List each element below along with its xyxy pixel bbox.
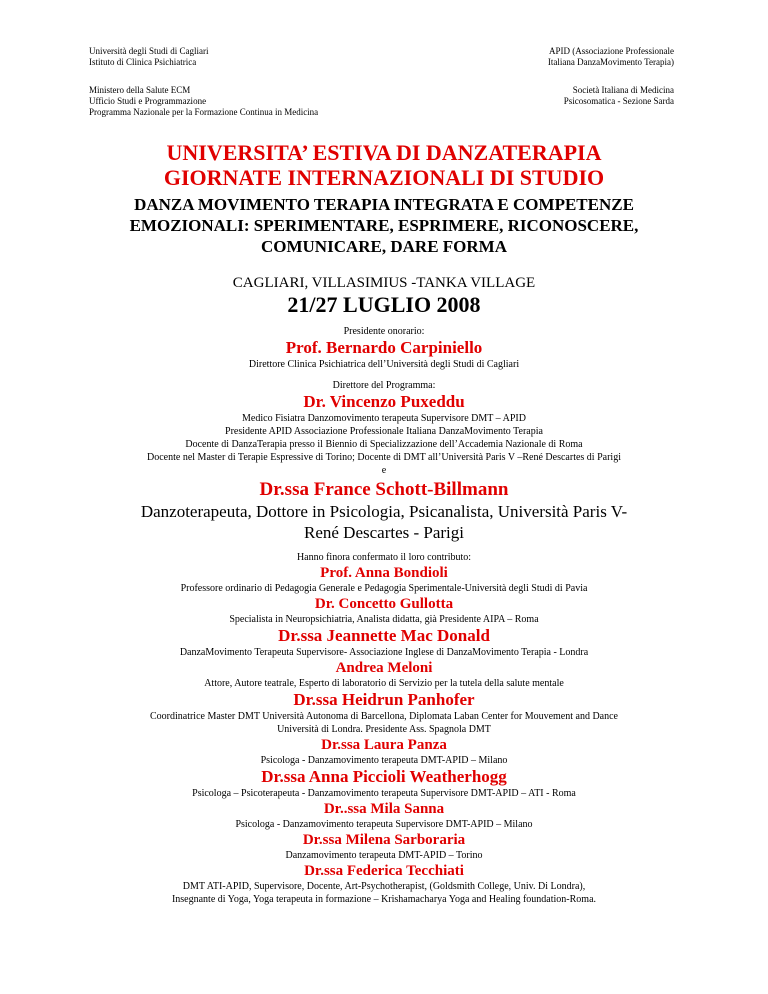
header-line: Società Italiana di Medicina bbox=[572, 85, 674, 95]
contributor-name: Dr.ssa Milena Sarboraria bbox=[302, 832, 466, 848]
contributor-role: DanzaMovimento Terapeuta Supervisore- Associazione Inglese di DanzaMovimento Terapia - Londra bbox=[179, 647, 589, 658]
contributor bbox=[0, 831, 768, 862]
header-line: Psicosomatica - Sezione Sarda bbox=[563, 96, 674, 106]
contributor bbox=[0, 736, 768, 767]
contributor-role: DMT ATI-APID, Supervisore, Docente, Art-Psychotherapist, (Goldsmith College, Univ. Di Londra), bbox=[182, 881, 586, 892]
subtitle-line: EMOZIONALI: SPERIMENTARE, ESPRIMERE, RICONOSCERE, bbox=[129, 216, 639, 235]
contributor-role: Danzamovimento terapeuta DMT-APID – Torino bbox=[285, 850, 483, 861]
contributor bbox=[0, 659, 768, 690]
document-body bbox=[0, 140, 768, 906]
title-line-2: GIORNATE INTERNAZIONALI DI STUDIO bbox=[163, 165, 605, 190]
contributor-role: Psicologa - Danzamovimento terapeuta DMT-APID – Milano bbox=[260, 755, 508, 766]
contributor bbox=[0, 595, 768, 626]
subtitle-line: DANZA MOVIMENTO TERAPIA INTEGRATA E COMPETENZE bbox=[134, 195, 634, 214]
header-line: Istituto di Clinica Psichiatrica bbox=[89, 57, 197, 67]
contributor bbox=[0, 862, 768, 906]
header-line: Italiana DanzaMovimento Terapia) bbox=[547, 57, 674, 67]
header-line: Ufficio Studi e Programmazione bbox=[89, 96, 207, 106]
director-role: Docente di DanzaTerapia presso il Biennio di Specializzazione dell’Accademia Nazionale di Roma bbox=[185, 439, 583, 450]
contributor-name: Dr.ssa Anna Piccioli Weatherhogg bbox=[261, 767, 507, 786]
contributor-name: Dr.ssa Heidrun Panhofer bbox=[293, 690, 475, 709]
director-role: Danzoterapeuta, Dottore in Psicologia, Psicanalista, Università Paris V- bbox=[140, 502, 628, 521]
subtitle-line: COMUNICARE, DARE FORMA bbox=[260, 237, 507, 256]
contributor-role: Psicologa – Psicoterapeuta - Danzamovimento terapeuta Supervisore DMT-APID – ATI - Roma bbox=[192, 788, 576, 799]
contributor-role: Coordinatrice Master DMT Università Autonoma di Barcellona, Diplomata Laban Center for Mouvement and Dance bbox=[149, 711, 618, 722]
contributor-name: Dr.ssa Federica Tecchiati bbox=[304, 863, 464, 879]
contributor-name: Dr.ssa Laura Panza bbox=[321, 737, 447, 753]
contributor-name: Dr..ssa Mila Sanna bbox=[323, 801, 445, 817]
contributor-name: Prof. Anna Bondioli bbox=[320, 565, 448, 581]
contributor-role: Università di Londra. Presidente Ass. Spagnola DMT bbox=[277, 724, 491, 735]
contributor bbox=[0, 626, 768, 659]
contributor bbox=[0, 564, 768, 595]
contributor bbox=[0, 690, 768, 736]
contributor-name: Dr.ssa Jeannette Mac Donald bbox=[278, 626, 490, 645]
president-name: Prof. Bernardo Carpiniello bbox=[285, 338, 483, 357]
header-line: APID (Associazione Professionale bbox=[549, 46, 674, 56]
header-line: Ministero della Salute ECM bbox=[89, 85, 191, 95]
director-conjunction: e bbox=[381, 465, 387, 476]
director-name: Dr. Vincenzo Puxeddu bbox=[303, 392, 465, 411]
contributor-role: Psicologa - Danzamovimento terapeuta Supervisore DMT-APID – Milano bbox=[235, 819, 533, 830]
title-line-1: UNIVERSITA’ ESTIVA DI DANZATERAPIA bbox=[166, 140, 602, 165]
contributors-label: Hanno finora confermato il loro contributo: bbox=[296, 552, 472, 563]
event-location: CAGLIARI, VILLASIMIUS -TANKA VILLAGE bbox=[232, 275, 536, 291]
event-date: 21/27 LUGLIO 2008 bbox=[287, 292, 481, 317]
contributor bbox=[0, 767, 768, 800]
director-role: Docente nel Master di Terapie Espressive di Torino; Docente di DMT all’Università Paris V –René Descartes di Parigi bbox=[147, 452, 621, 463]
contributor-role: Attore, Autore teatrale, Esperto di laboratorio di Servizio per la tutela della salute mentale bbox=[204, 678, 564, 689]
contributor-name: Andrea Meloni bbox=[335, 660, 433, 676]
director-label: Direttore del Programma: bbox=[332, 380, 436, 391]
director-name: Dr.ssa France Schott-Billmann bbox=[259, 479, 509, 500]
president-role: Direttore Clinica Psichiatrica dell’Università degli Studi di Cagliari bbox=[248, 359, 520, 370]
contributor-role: Insegnante di Yoga, Yoga terapeuta in formazione – Krishamacharya Yoga and Healing foundation-Roma. bbox=[171, 894, 597, 905]
header-university bbox=[89, 46, 208, 68]
subtitle bbox=[0, 194, 768, 257]
president-label: Presidente onorario: bbox=[343, 326, 425, 337]
contributor-role: Specialista in Neuropsichiatria, Analista didatta, già Presidente AIPA – Roma bbox=[229, 614, 539, 625]
header-line: Programma Nazionale per la Formazione Continua in Medicina bbox=[89, 107, 319, 117]
header-apid bbox=[548, 46, 674, 68]
header-society bbox=[564, 85, 674, 107]
contributor-role: Professore ordinario di Pedagogia Generale e Pedagogia Sperimentale-Università degli Studi di Pavia bbox=[180, 583, 588, 594]
contributor bbox=[0, 800, 768, 831]
contributors-list bbox=[0, 564, 768, 906]
director-role: Medico Fisiatra Danzomovimento terapeuta Supervisore DMT – APID bbox=[242, 413, 526, 424]
header-ministry bbox=[89, 85, 318, 118]
director-role: René Descartes - Parigi bbox=[303, 523, 465, 542]
contributor-name: Dr. Concetto Gullotta bbox=[314, 596, 454, 612]
director-role: Presidente APID Associazione Professionale Italiana DanzaMovimento Terapia bbox=[225, 426, 543, 437]
header-line: Università degli Studi di Cagliari bbox=[89, 46, 209, 56]
